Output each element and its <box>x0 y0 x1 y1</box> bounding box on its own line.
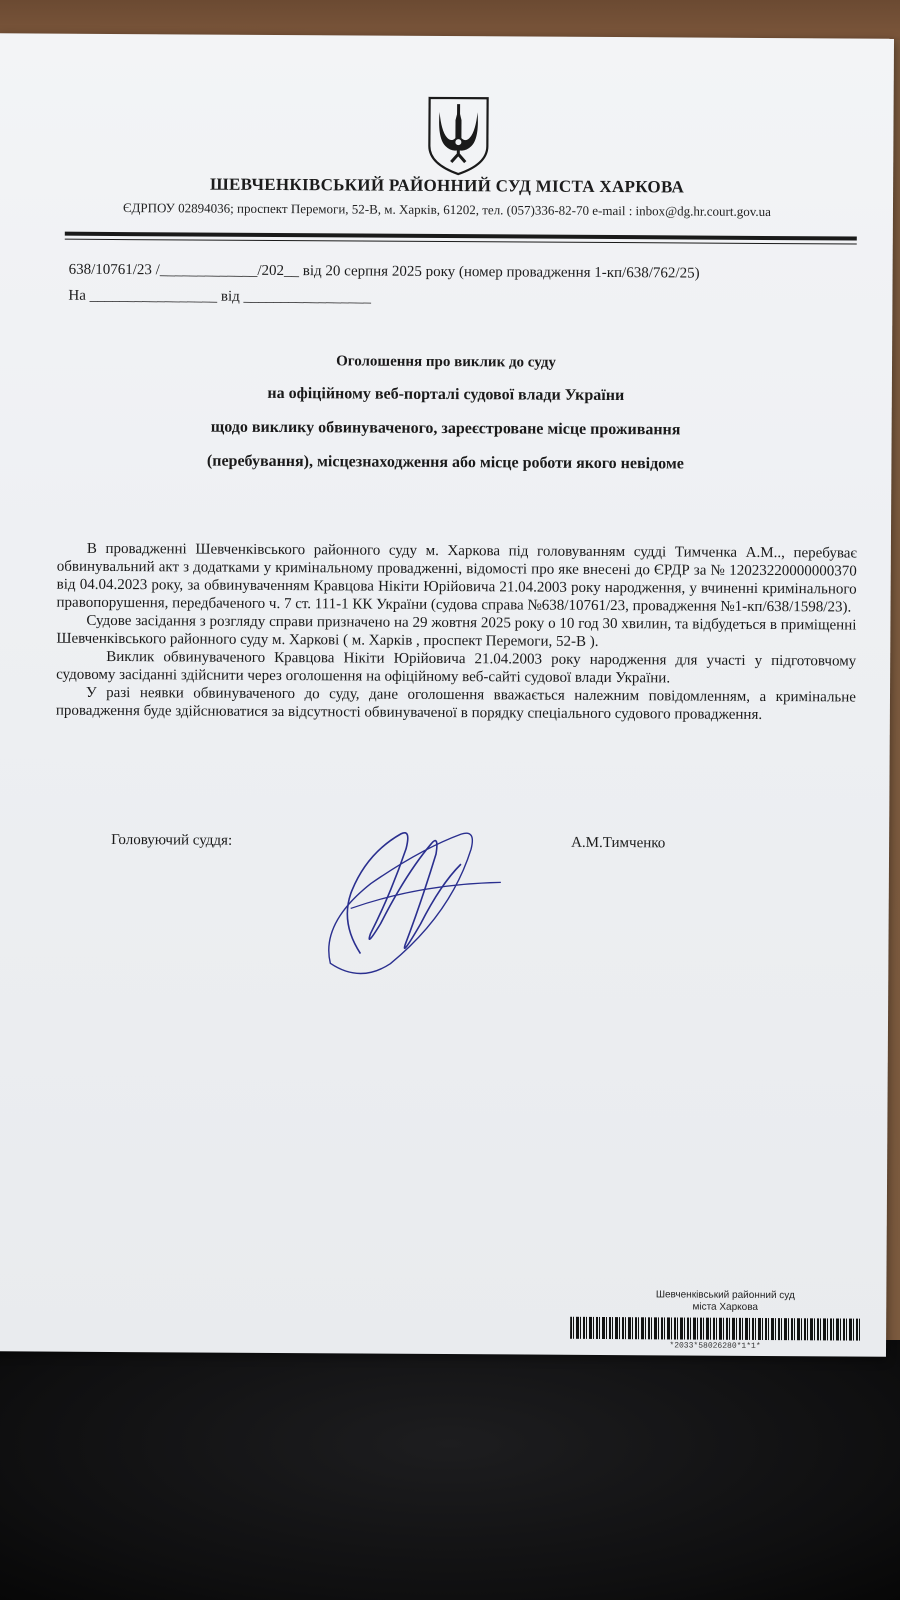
notice-body <box>56 540 857 725</box>
case-reference-line: 638/10761/23 /_____________/202__ від 20 серпня 2025 року (номер провадження 1-кп/638/762/25) <box>68 261 700 282</box>
title-line-4: (перебування), місцезнаходження або місце роботи якого невідоме <box>206 452 684 473</box>
ukraine-trident-emblem-icon <box>425 94 491 176</box>
paragraph-hearing-date: Судове засідання з розгляду справи призначено на 29 жовтня 2025 року о 10 год 30 хвилин, та відбудеться в приміщенні Шевченківського районного суду м. Харкові ( м. Харків , проспект Перемоги, 52-В ). <box>56 612 857 650</box>
paragraph-summons: Виклик обвинуваченого Кравцова Нікіти Юрійовича 21.04.2003 року народження для участі у підготовчому судовому засіданні здійснити через оголошення на офіційному веб-сайті судової влади України. <box>56 648 857 687</box>
court-name: ШЕВЧЕНКІВСЬКИЙ РАЙОННИЙ СУД МІСТА ХАРКОВА <box>210 174 685 197</box>
court-stamp-label <box>590 1289 860 1315</box>
judge-name: А.М.Тимченко <box>571 834 666 852</box>
presiding-judge-label: Головуючий суддя: <box>111 831 233 849</box>
dark-fabric-background <box>0 1340 900 1600</box>
barcode-number: *2033*58026280*1*1* <box>669 1341 761 1351</box>
paragraph-absence-consequence: У разі неявки обвинуваченого до суду, дане оголошення вважається належним повідомленням, а кримінальне провадження буде здійснюватися за відсутності обвинуваченої в порядку спеціального судового провадження. <box>55 684 857 723</box>
stamp-line-1: Шевченківський районний суд <box>655 1289 795 1302</box>
title-line-2: на офіційному веб-порталі судової влади України <box>267 384 625 405</box>
stamp-line-2: міста Харкова <box>692 1301 759 1313</box>
document-title: Оголошення про виклик до суду <box>336 353 556 371</box>
paragraph-case-info: В провадженні Шевченківського районного суду м. Харкова під головуванням судді Тимченка А.М.., перебуває обвинувальний акт з додатками у кримінальному провадженні, відомості про яке внесені до ЄРДР за № 12023220000000370 від 04.04.2023 року, за обвинуваченням Кравцова Нікіти Юрійовича 21.04.2003 року народження, у вчиненні кримінального правопорушення, передбаченого ч. 7 ст. 111-1 КК України (судова справа №638/10761/23, провадження №1-кп/638/1598/23). <box>56 540 857 616</box>
handwritten-signature <box>310 803 511 984</box>
document-sheet <box>0 33 894 1356</box>
title-line-3: щодо виклику обвинуваченого, зареєстроване місце проживання <box>210 418 681 439</box>
addressee-line: На _________________ від _________________ <box>68 287 372 306</box>
document-barcode <box>570 1317 860 1341</box>
court-contacts: ЄДРПОУ 02894036; проспект Перемоги, 52-В, м. Харків, 61202, тел. (057)336-82-70 e-mail : inbox@dg.hr.court.gov.ua <box>122 200 771 220</box>
